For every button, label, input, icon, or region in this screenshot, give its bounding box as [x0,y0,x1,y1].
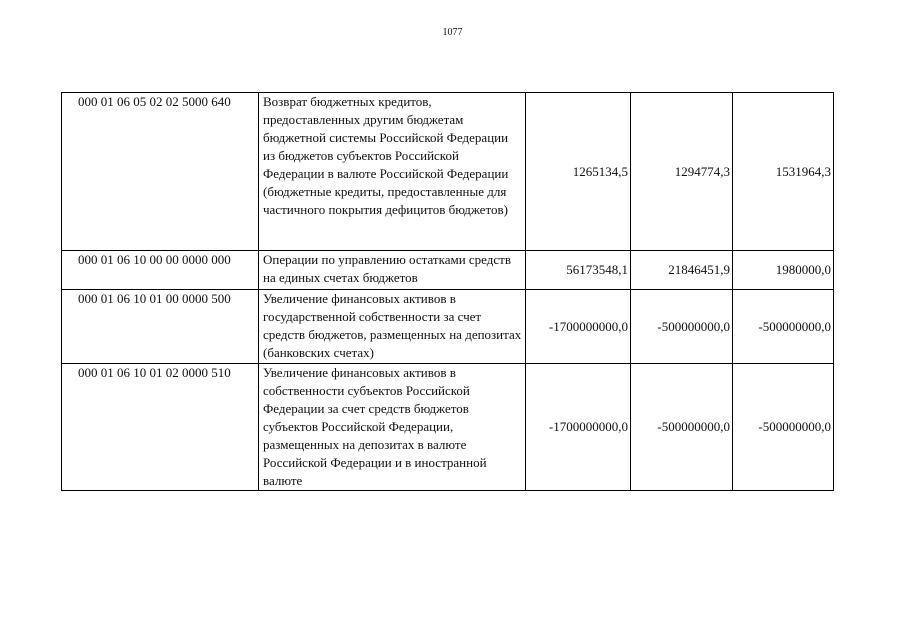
value-cell: -500000000,0 [733,290,834,364]
description-cell: Возврат бюджетных кредитов, предоставленных другим бюджетам бюджетной системы Российской Федерации из бюджетов субъектов Российской Федерации в валюте Российской Федерации (бюджетные кредиты, предоставленные для частичного покрытия дефицитов бюджетов) [259,93,526,251]
table-row [62,290,834,364]
value-cell: -500000000,0 [631,364,733,491]
budget-code-cell: 000 01 06 10 01 00 0000 500 [62,290,259,364]
table-row [62,251,834,290]
value-cell: 1980000,0 [733,251,834,290]
budget-sources-table [61,92,834,491]
value-cell: 56173548,1 [526,251,631,290]
value-cell: -1700000000,0 [526,290,631,364]
budget-code-cell: 000 01 06 10 01 02 0000 510 [62,364,259,491]
value-cell: -1700000000,0 [526,364,631,491]
value-cell: -500000000,0 [631,290,733,364]
value-cell: -500000000,0 [733,364,834,491]
description-cell: Операции по управлению остатками средств на единых счетах бюджетов [259,251,526,290]
value-cell: 1294774,3 [631,93,733,251]
description-cell: Увеличение финансовых активов в собственности субъектов Российской Федерации за счет средств бюджетов субъектов Российской Федерации, размещенных на депозитах в валюте Российской Федерации и в иностранной валюте [259,364,526,491]
budget-code-cell: 000 01 06 05 02 02 5000 640 [62,93,259,251]
table-row [62,93,834,251]
table-row [62,364,834,491]
page-number: 1077 [442,27,463,38]
budget-code-cell: 000 01 06 10 00 00 0000 000 [62,251,259,290]
value-cell: 21846451,9 [631,251,733,290]
value-cell: 1265134,5 [526,93,631,251]
description-cell: Увеличение финансовых активов в государственной собственности за счет средств бюджетов, размещенных на депозитах (банковских счетах) [259,290,526,364]
value-cell: 1531964,3 [733,93,834,251]
